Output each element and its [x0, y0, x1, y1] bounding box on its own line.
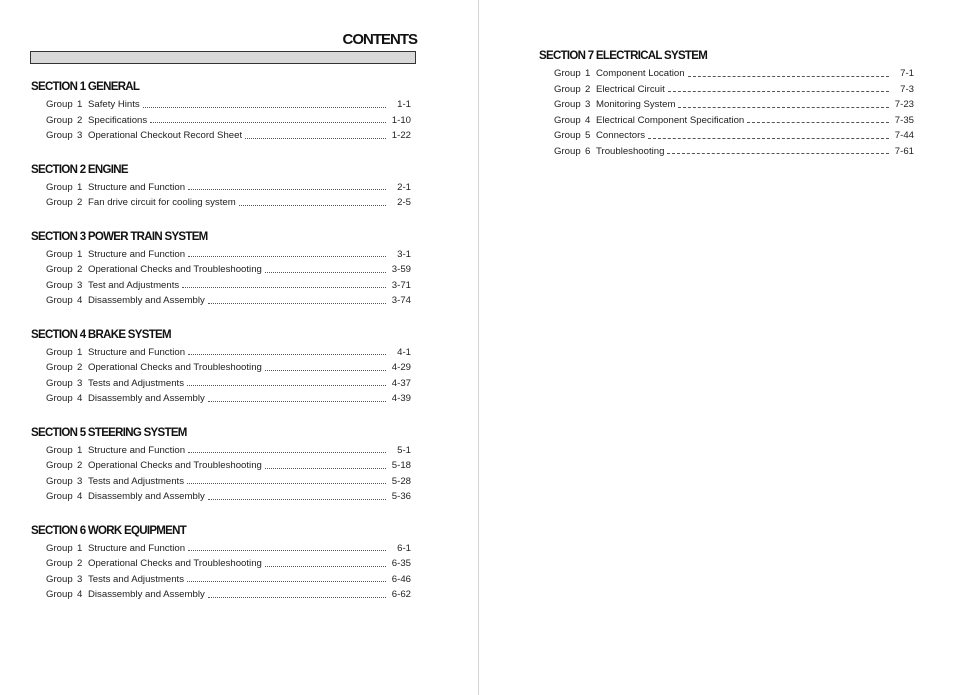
group-number: 1: [585, 68, 591, 79]
group-number: 6: [585, 145, 591, 157]
toc-section: [539, 49, 914, 159]
toc-entry[interactable]: [31, 541, 411, 557]
group-title: Structure and Function: [88, 181, 186, 193]
page-number: 5-1: [397, 444, 411, 456]
dot-leader: [688, 75, 889, 77]
group-number: 2: [77, 197, 83, 208]
group-number: 2: [77, 460, 83, 471]
page-number: 5-28: [391, 475, 411, 487]
dot-leader: [188, 353, 386, 355]
group-word: Group: [46, 542, 73, 554]
group-title: Electrical Circuit: [596, 83, 665, 95]
group-title: Disassembly and Assembly: [88, 393, 205, 404]
page-number: 3-59: [391, 264, 411, 275]
toc-section: [31, 328, 411, 407]
toc-entry[interactable]: [539, 113, 914, 129]
group-word: Group: [46, 197, 73, 208]
group-number: 4: [585, 114, 591, 126]
toc-entry[interactable]: [31, 489, 411, 505]
group-title: Test and Adjustments: [88, 279, 180, 291]
dot-leader: [245, 137, 386, 139]
group-title: Operational Checks and Troubleshooting: [88, 558, 262, 569]
toc-entry[interactable]: [31, 278, 411, 294]
group-word: Group: [46, 279, 73, 291]
page-number: 5-36: [391, 491, 411, 502]
group-title: Tests and Adjustments: [88, 573, 184, 585]
group-title: Safety Hints: [88, 99, 140, 110]
group-word: Group: [46, 573, 73, 585]
group-word: Group: [46, 130, 73, 141]
group-title: Connectors: [596, 130, 646, 141]
toc-section: [31, 80, 411, 144]
dot-leader: [747, 121, 889, 123]
section-title[interactable]: SECTION 1 GENERAL: [31, 81, 140, 93]
toc-section: [31, 426, 411, 505]
group-word: Group: [46, 475, 73, 487]
group-title: Tests and Adjustments: [88, 475, 184, 487]
page-number: 2-5: [397, 197, 411, 208]
toc-entry[interactable]: [31, 345, 411, 361]
group-title: Troubleshooting: [596, 145, 665, 157]
toc-entry[interactable]: [31, 376, 411, 392]
dot-leader: [187, 384, 386, 386]
toc-section: [31, 163, 411, 211]
dot-leader: [143, 106, 386, 108]
group-title: Fan drive circuit for cooling system: [88, 197, 236, 208]
group-number: 3: [77, 573, 83, 585]
section-title[interactable]: SECTION 2 ENGINE: [31, 163, 128, 176]
toc-entry[interactable]: [539, 66, 914, 82]
page-number: 3-74: [391, 295, 411, 306]
page-number: 3-71: [391, 279, 411, 291]
group-word: Group: [46, 264, 73, 275]
page-number: 7-44: [894, 130, 914, 141]
page-number: 6-46: [391, 573, 411, 585]
group-word: Group: [46, 181, 73, 193]
toc-entry[interactable]: [31, 474, 411, 490]
toc-entry[interactable]: [31, 587, 411, 603]
page-number: 7-35: [894, 114, 914, 126]
group-number: 5: [585, 130, 591, 141]
group-word: Group: [46, 589, 73, 600]
page-number: 4-37: [391, 377, 411, 389]
dot-leader: [188, 451, 386, 453]
group-title: Structure and Function: [88, 542, 186, 554]
group-word: Group: [46, 346, 73, 358]
toc-section: [31, 524, 411, 603]
dot-leader: [239, 204, 386, 206]
dot-leader: [668, 90, 889, 92]
dot-leader: [678, 106, 889, 108]
group-word: Group: [46, 362, 73, 373]
group-title: Disassembly and Assembly: [88, 491, 205, 502]
page-divider: [478, 0, 479, 695]
group-title: Operational Checks and Troubleshooting: [88, 362, 262, 373]
dot-leader: [150, 121, 386, 123]
dot-leader: [265, 369, 386, 371]
dot-leader: [182, 286, 386, 288]
toc-entry[interactable]: [31, 391, 411, 407]
group-number: 1: [77, 248, 83, 260]
group-title: Structure and Function: [88, 346, 186, 358]
group-number: 4: [77, 393, 83, 404]
page-number: 6-62: [391, 589, 411, 600]
dot-leader: [265, 565, 386, 567]
group-number: 2: [77, 362, 83, 373]
group-number: 1: [77, 444, 83, 456]
page-number: 1-22: [391, 130, 411, 141]
toc-entry[interactable]: [31, 262, 411, 278]
group-title: Structure and Function: [88, 248, 186, 260]
group-word: Group: [46, 460, 73, 471]
group-number: 4: [77, 295, 83, 306]
toc-entry[interactable]: [31, 247, 411, 263]
group-number: 1: [77, 346, 83, 358]
page-number: 6-1: [397, 542, 411, 554]
group-number: 3: [77, 377, 83, 389]
group-title: Component Location: [596, 68, 685, 79]
toc-entry[interactable]: [31, 128, 411, 144]
dot-leader: [208, 400, 386, 402]
toc-entry[interactable]: [31, 293, 411, 309]
page-number: 7-1: [900, 68, 914, 79]
toc-entry[interactable]: [539, 144, 914, 160]
group-word: Group: [554, 145, 581, 157]
section-title[interactable]: SECTION 4 BRAKE SYSTEM: [31, 328, 171, 341]
group-number: 1: [77, 99, 83, 110]
group-word: Group: [554, 99, 581, 110]
group-title: Disassembly and Assembly: [88, 295, 205, 306]
section-title[interactable]: SECTION 5 STEERING SYSTEM: [31, 426, 187, 439]
group-word: Group: [46, 377, 73, 389]
group-word: Group: [46, 248, 73, 260]
page-number: 7-3: [900, 83, 914, 95]
dot-leader: [188, 188, 386, 190]
group-title: Operational Checkout Record Sheet: [88, 130, 243, 141]
group-number: 4: [77, 589, 83, 600]
toc-entry[interactable]: [31, 572, 411, 588]
group-title: Tests and Adjustments: [88, 377, 184, 389]
toc-entry[interactable]: [31, 180, 411, 196]
dot-leader: [208, 498, 386, 500]
group-number: 4: [77, 491, 83, 502]
toc-entry[interactable]: [539, 82, 914, 98]
toc-entry[interactable]: [31, 458, 411, 474]
group-number: 3: [77, 130, 83, 141]
group-title: Operational Checks and Troubleshooting: [88, 460, 262, 471]
page-title: CONTENTS: [342, 31, 417, 48]
dot-leader: [265, 467, 386, 469]
group-title: Operational Checks and Troubleshooting: [88, 264, 262, 275]
dot-leader: [187, 580, 386, 582]
dot-leader: [648, 137, 889, 139]
page-number: 5-18: [391, 460, 411, 471]
toc-entry[interactable]: [31, 97, 411, 113]
page-number: 6-35: [391, 558, 411, 569]
right-toc-column: [539, 49, 914, 159]
group-word: Group: [46, 99, 73, 110]
group-number: 2: [77, 114, 83, 126]
page-number: 7-61: [894, 145, 914, 157]
left-toc-column: [31, 80, 411, 603]
page-number: 4-29: [391, 362, 411, 373]
toc-section: [31, 230, 411, 309]
group-word: Group: [46, 444, 73, 456]
dot-leader: [187, 482, 386, 484]
group-number: 2: [585, 83, 591, 95]
group-word: Group: [554, 68, 581, 79]
group-word: Group: [46, 393, 73, 404]
toc-entry[interactable]: [31, 113, 411, 129]
group-number: 3: [77, 279, 83, 291]
toc-entry[interactable]: [539, 128, 914, 144]
title-underline-bar: [30, 51, 416, 64]
page-number: 1-10: [391, 114, 411, 126]
dot-leader: [208, 596, 386, 598]
group-title: Disassembly and Assembly: [88, 589, 205, 600]
page-number: 4-1: [397, 346, 411, 358]
toc-entry[interactable]: [539, 97, 914, 113]
group-title: Specifications: [88, 114, 148, 126]
page-number: 3-1: [397, 248, 411, 260]
section-title[interactable]: SECTION 7 ELECTRICAL SYSTEM: [539, 50, 708, 62]
group-number: 1: [77, 542, 83, 554]
page-number: 2-1: [397, 181, 411, 193]
section-title[interactable]: SECTION 3 POWER TRAIN SYSTEM: [31, 230, 208, 243]
group-word: Group: [46, 491, 73, 502]
page-number: 7-23: [894, 99, 914, 110]
group-word: Group: [46, 558, 73, 569]
page-number: 1-1: [397, 99, 411, 110]
group-number: 3: [585, 99, 591, 110]
toc-entry[interactable]: [31, 443, 411, 459]
group-number: 2: [77, 264, 83, 275]
group-title: Monitoring System: [596, 99, 676, 110]
group-word: Group: [554, 114, 581, 126]
group-number: 3: [77, 475, 83, 487]
dot-leader: [188, 549, 386, 551]
section-title[interactable]: SECTION 6 WORK EQUIPMENT: [31, 524, 187, 537]
group-title: Electrical Component Specification: [596, 114, 745, 126]
dot-leader: [208, 302, 386, 304]
dot-leader: [265, 271, 386, 273]
dot-leader: [188, 255, 386, 257]
toc-entry[interactable]: [31, 556, 411, 572]
group-number: 1: [77, 181, 83, 193]
group-word: Group: [46, 114, 73, 126]
group-word: Group: [554, 130, 581, 141]
group-title: Structure and Function: [88, 444, 186, 456]
toc-entry[interactable]: [31, 195, 411, 211]
group-word: Group: [554, 83, 581, 95]
page-number: 4-39: [391, 393, 411, 404]
dot-leader: [667, 152, 889, 154]
group-number: 2: [77, 558, 83, 569]
group-word: Group: [46, 295, 73, 306]
toc-entry[interactable]: [31, 360, 411, 376]
